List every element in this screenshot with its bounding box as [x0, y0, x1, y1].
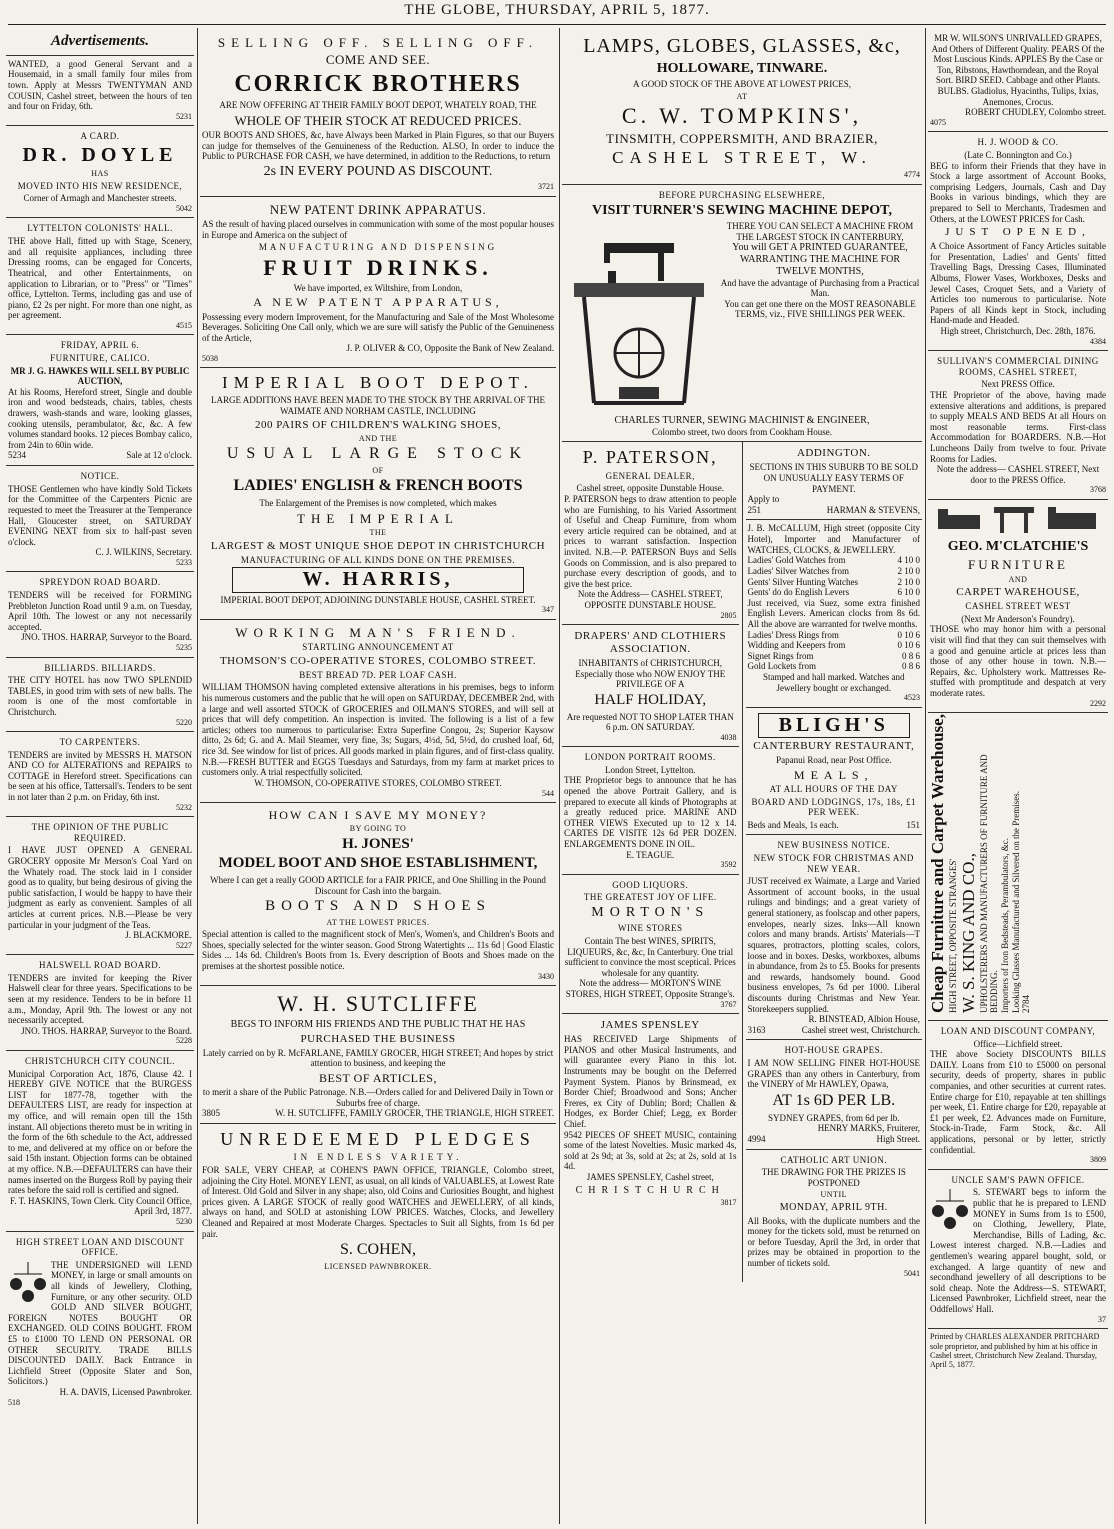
ad-subtitle: NEW STOCK FOR CHRISTMAS AND NEW YEAR.: [753, 853, 914, 874]
ad-title: NEW PATENT DRINK APPARATUS.: [269, 201, 487, 217]
ad-hawkes-auction: [6, 335, 194, 466]
ad-title: CATHOLIC ART UNION.: [780, 1154, 888, 1165]
ad-line: The Enlargement of the Premises is now completed, which makes: [259, 498, 497, 509]
ad-text: All Books, with the duplicate numbers and the money for the tickets sold, must be returned on or before Tuesday, April the 3rd, in order that prizes may be obtained in proportion to the number of tickets sold.: [747, 1215, 920, 1269]
ad-kicker: BEFORE PURCHASING ELSEWHERE,: [658, 189, 826, 200]
ad-signature: HENRY MARKS, Fruiterer,: [817, 1123, 920, 1134]
ad-headline: BOOTS AND SHOES: [265, 898, 491, 915]
printer-imprint: Printed by CHARLES ALEXANDER PRITCHARD sole proprietor, and published by him at his office in Cashel street, Christchurch New Zealand. Thursday, April 5, 1877.: [930, 1332, 1100, 1370]
ad-address: (Next Mr Anderson's Foundry).: [961, 613, 1075, 624]
ad-number: 518: [8, 1397, 20, 1407]
ad-headline: BEST OF ARTICLES,: [319, 1071, 437, 1086]
column-2: [200, 30, 556, 1522]
ad-line: CASHEL STREET WEST: [965, 601, 1071, 612]
ad-text: WANTED, a good General Servant and a Housemaid, in a small family four miles from town. Apply at Messrs TWENTYMAN AND COUSIN, Cashel street, between the hours of ten and four on Friday, 6th.: [8, 58, 192, 112]
ad-text: A Choice Assortment of Fancy Articles suitable for Presentation, Ladies' and Gents' fitted Travelling Bags, Dressing Cases, Illuminated Albums, Flower Vases, Workboxes, Desks and Jewel Cases, Croquet Sets, and a Variety of Articles too numerous to particularise. Note Papers of all Kinds kept in Stock, including Hand-made and Headed.: [930, 241, 1106, 326]
ad-number: 3767: [720, 999, 737, 1009]
ad-lead: LARGE ADDITIONS HAVE BEEN MADE TO THE STOCK BY THE ARRIVAL OF THE WAIMATE AND NORHAM CASTLE, INCLUDING: [210, 395, 546, 417]
ad-mccallum: [746, 520, 923, 707]
ad-date: FRIDAY, APRIL 6.: [60, 340, 140, 351]
ad-signature: JAMES SPENSLEY, Cashel street,: [586, 1172, 714, 1183]
ad-text: THERE YOU CAN SELECT A MACHINE FROM THE LARGEST STOCK IN CANTERBURY,: [726, 221, 914, 242]
ad-drapers: [562, 625, 739, 747]
ad-number: 4994: [747, 1133, 766, 1144]
ad-billiards: [6, 658, 194, 732]
ad-number: 5230: [176, 1217, 192, 1227]
ad-subtitle: Next PRESS Office.: [981, 379, 1055, 390]
ad-signature: W. H. SUTCLIFFE, FAMILY GROCER, THE TRIANGLE, HIGH STREET.: [275, 1108, 554, 1119]
ad-subtitle: London Street, Lyttelton.: [605, 764, 696, 775]
ad-signature: CHARLES TURNER, SEWING MACHINIST & ENGINEER,: [614, 415, 870, 427]
ad-title: W. H. SUTCLIFFE: [277, 991, 479, 1017]
ad-title: HOW CAN I SAVE MY MONEY?: [268, 807, 488, 822]
ad-address: High Street.: [876, 1133, 920, 1144]
ad-number: 5227: [176, 940, 192, 950]
ad-turner-sewing: [562, 185, 922, 443]
ad-title: H. J. WOOD & CO.: [977, 137, 1059, 148]
list-item: Widding and Keepers from 0 10 6: [747, 640, 920, 651]
ad-number: 4075: [930, 117, 946, 127]
ad-line: AND THE: [358, 433, 398, 443]
ad-text: INHABITANTS of CHRISTCHURCH, Especially those who NOW ENJOY THE PRIVILEGE OF A: [575, 657, 726, 690]
rotated-ad-block: [928, 713, 1098, 1013]
ad-imperial-boot-depot: [200, 368, 556, 619]
ad-doyle: [6, 126, 194, 218]
ad-signature: HARMAN & STEVENS,: [826, 504, 920, 515]
ad-title: WORKING MAN'S FRIEND.: [235, 624, 521, 640]
ad-halswell: [6, 955, 194, 1051]
split-columns: [562, 442, 922, 1282]
ad-address: Colombo street, two doors from Cookham House.: [652, 426, 832, 437]
ad-text: I AM NOW SELLING FINER HOT-HOUSE GRAPES than any others in Canterbury, from the VINERY of Mr HAWLEY, Opawa,: [747, 1058, 920, 1090]
ad-carpenters: [6, 732, 194, 817]
ad-line: MANUFACTURING AND DISPENSING: [258, 242, 498, 253]
price-list: [748, 555, 921, 597]
ad-line: BY GOING TO: [349, 824, 407, 834]
ad-kicker: A CARD.: [80, 131, 120, 142]
ad-number: 5041: [904, 1268, 920, 1278]
ad-number: 3805: [202, 1108, 220, 1119]
ad-title: GOOD LIQUORS.: [612, 879, 689, 890]
ad-title: LONDON PORTRAIT ROOMS.: [584, 752, 716, 763]
pawnbroker-balls-icon: [930, 1187, 970, 1233]
ad-text: Contain The best WINES, SPIRITS, LIQUEURS, &c, &c, In Canterbury. One trial sufficient to convince the most sceptical. Prices wholesale for any quantity.: [564, 936, 736, 978]
ad-text: At his Rooms, Hereford street, Single and double iron and wood bedsteads, chairs, tables, chests drawers, wash-stands and ware, looking glasses, cooking utensils, perambulator, &c, &c. A few volumes standard books. 12 pieces Bombay calico, from 24in to 60in wide.: [8, 386, 192, 450]
ad-sutcliffe: [200, 986, 556, 1124]
ad-spensley: [562, 1014, 739, 1212]
ad-text: And have the advantage of Purchasing from a Practical Man.: [720, 277, 920, 299]
list-item: Ladies' Gold Watches from 4 10 0: [747, 555, 920, 566]
ad-brand: BLIGH'S: [758, 713, 911, 739]
ad-headline: JUST OPENED,: [945, 226, 1091, 239]
ad-lead: MR J. G. HAWKES WILL SELL BY PUBLIC AUCTION,: [10, 365, 190, 387]
ad-brand: GEO. M'CLATCHIE'S: [947, 538, 1089, 554]
ad-line: MOVED INTO HIS NEW RESIDENCE,: [17, 180, 183, 191]
ad-signature: JNO. THOS. HARRAP, Surveyor to the Board.: [21, 1025, 192, 1036]
ad-cohen: [200, 1124, 556, 1277]
ad-line: LARGEST & MOST UNIQUE SHOE DEPOT IN CHRISTCHURCH: [210, 539, 546, 552]
ad-line: HAS: [91, 169, 109, 179]
ad-notice: [6, 466, 194, 572]
ad-signature: High street, Christchurch, Dec. 28th, 1876.: [940, 326, 1096, 337]
masthead-rule: [8, 24, 1106, 25]
ad-signature: W. THOMSON, CO-OPERATIVE STORES, COLOMBO STREET.: [254, 777, 502, 788]
ad-sullivan: [928, 351, 1108, 500]
ad-number: 5220: [176, 717, 192, 727]
ad-address: Cashel street, opposite Dunstable House.: [576, 483, 724, 494]
ad-brand: C. W. TOMPKINS',: [621, 103, 863, 129]
ad-number: 5234: [8, 450, 26, 461]
ad-number: 3430: [538, 971, 554, 981]
ad-number: 5235: [176, 643, 192, 653]
ad-signature: C. J. WILKINS, Secretary.: [95, 547, 192, 558]
ad-title: THE OPINION OF THE PUBLIC REQUIRED.: [31, 822, 169, 843]
column-1: [6, 30, 194, 1522]
ad-address: Note the Address— CASHEL STREET, OPPOSITE DUNSTABLE HOUSE.: [577, 589, 723, 610]
ad-text: THE above Society DISCOUNTS BILLS DAILY. Loans from £10 to £5000 on personal security, deeds of property, shares in public companies, and other securities at current rates. Entire charge for £10, repayable at ten shillings per week, £1. Entire charge for £20, repayable at £1 per week, £2. Advances made on Furniture, Stock-in-Trade, Farm Stock, &c. All applications, personal or by letter, strictly confidential.: [930, 1049, 1106, 1155]
ad-number: 2805: [720, 610, 737, 620]
sub-column-left: [562, 442, 742, 1282]
ad-text: THE Proprietor begs to announce that he has opened the above Portrait Gallery, and is prepared to execute all kinds of Photographs at a greatly reduced price. MARINE AND OTHER VIEWS Executed up to 12 x 14. CARTES DE VISITE 12s 6d PER DOZEN. ENLARGEMENTS DONE IN OIL.: [564, 775, 737, 850]
column-rule: [559, 28, 560, 1524]
ad-text: THOSE who may honor him with a personal visit will find that they can suit themselves with a good and genuine article at prices less than those of any other house in town. N.B.—Repairs, &c. Upholstery work. Mattresses Re-stuffed with promptitude and despatch at very moderate rates.: [930, 624, 1106, 698]
ad-number: 5228: [176, 1036, 192, 1046]
ad-title: ADDINGTON.: [796, 447, 871, 460]
ad-address: Note the address— MORTON'S WINE STORES, HIGH STREET, Opposite Strange's.: [565, 978, 735, 1000]
ad-brand: H. JONES': [342, 835, 414, 852]
ad-address: CHRISTCHURCH: [575, 1184, 725, 1196]
ad-opinion: [6, 817, 194, 955]
ad-text: THE DRAWING FOR THE PRIZES IS POSTPONED: [761, 1167, 906, 1188]
ad-tompkins: [562, 30, 922, 185]
ad-line: BOARD AND LODGINGS, 17s, 18s, £1 PER WEEK.: [751, 796, 916, 818]
ad-title: CANTERBURY RESTAURANT,: [753, 740, 915, 753]
ad-kicker: SELLING OFF. SELLING OFF.: [217, 35, 539, 50]
ad-lead: BEGS TO INFORM HIS FRIENDS AND THE PUBLIC THAT HE HAS: [230, 1019, 526, 1031]
ad-subtitle: HOLLOWARE, TINWARE.: [656, 60, 828, 76]
ad-text: JUST received ex Waimate, a Large and Varied Assortment of account books, in the usual rulings and bindings; and a great variety of general stationery, as foolscap and other papers, envelopes, nearly sizes. Inks—All known colors and many brands. Artists' Materials—T squares, protractors, plotting scales, colors, loose and in boxes. Desks, workboxes, albums in abundance, from 2s to £5. Books for presents and rewards, handsomely bound. Good business envelopes, 7s 6d per 1000. Liberal discounts during Christmas and New Year. Storekeepers supplied.: [747, 876, 920, 1014]
ad-title: TO CARPENTERS.: [59, 736, 141, 747]
ad-headline: MODEL BOOT AND SHOE ESTABLISHMENT,: [218, 855, 538, 872]
ad-number: 4038: [720, 732, 737, 742]
ad-text: THE UNDERSIGNED will LEND MONEY, in large or small amounts on all kinds of Jewellery, Clothing, Furniture, or any other security. OLD GOLD AND SILVER BOUGHT, FOREIGN NOTES BOUGHT OR EXCHANGED. OLD COINS BOUGHT. FROM £5 to £1000 TO LEND ON PERSONAL OR OTHER SECURITY. TRADE BILLS DISCOUNTED DAILY. Back Entrance in Lichfield Street (Opposite Slater and Son, Solicitors.): [8, 1259, 192, 1387]
ad-line: OF: [372, 465, 384, 475]
ad-signature: ROBERT CHUDLEY, Colombo street.: [965, 107, 1106, 118]
ad-headline: LADIES' ENGLISH & FRENCH BOOTS: [233, 477, 523, 495]
ad-title: LOAN AND DISCOUNT COMPANY,: [940, 1026, 1096, 1036]
ad-corrick: [200, 30, 556, 197]
ad-brand: MORTON'S: [591, 904, 710, 920]
ad-number: 3721: [538, 182, 554, 192]
ad-mclatchie: [928, 500, 1108, 713]
ad-headline: THE IMPERIAL: [297, 510, 459, 526]
ad-title: HOT-HOUSE GRAPES.: [784, 1045, 883, 1056]
ad-text: I HAVE JUST OPENED A GENERAL GROCERY opposite Mr Merson's Coal Yard on the Whately road. The stock laid in I consider good as to quality, but being desirous of giving the public satisfaction, I would be happy to have their judgment as early as convenient. Samples of all articles at current prices. N.B.—Please be very particular in your judgment of the Teas.: [8, 845, 192, 930]
ad-line: UNTIL: [820, 1190, 847, 1200]
ad-title: CHRISTCHURCH CITY COUNCIL.: [25, 1055, 175, 1066]
ad-title: LYTTELTON COLONISTS' HALL.: [27, 223, 173, 234]
ad-headline: WHOLE OF THEIR STOCK AT REDUCED PRICES.: [234, 112, 522, 128]
ad-address: HIGH STREET, OPPOSITE STRANGES': [948, 859, 959, 1013]
ad-signature: E. TEAGUE.: [626, 849, 675, 860]
ad-text: MR W. WILSON'S UNRIVALLED GRAPES, And Others of Different Quality. PEARS Of the Most Luscious Kinds. APPLES By the Case or Ton, Ribstons, Hawthorndean, and the Royal Sort. BIRD SEED. Cabbage and other Plants. BULBS. Gladiolus, Hyacinths, Tulips, Ixias, Anemones, Crocus.: [931, 33, 1105, 107]
ad-text: THE Proprietor of the above, having made extensive alterations and additions, is prepared to supply MEALS AND BEDS At all Hours on most reasonable terms. First-class Accommodation for BOARDERS. N.B.—Hot Luncheons Daily from twelve to four. Private Rooms for Ladies.: [930, 389, 1106, 464]
ad-brand: S. COHEN,: [339, 1241, 416, 1259]
column-4: [928, 30, 1108, 1522]
ad-line: Apply to: [747, 494, 780, 505]
ad-text: S. STEWART begs to inform the public that he is prepared to LEND MONEY in Sums from 1s to £500, on Clothing, Jewellery, Plate, Merchandise, Bills of Lading, &c. Lowest interest charged. N.B.—Ladies and gentlemen's wearing apparel bought, sold, or exchanged. A large quantity of new and secondhand jewellery of all descriptions to be sold cheap. Note the Address—S. STEWART, Licensed Pawnbroker, Lichfield street, near the Oddfellows' Hall.: [930, 1187, 1106, 1315]
ad-binstead: [746, 835, 923, 1040]
ad-text: Lately carried on by R. McFARLANE, FAMILY GROCER, HIGH STREET; And hopes by strict attention to business, and keeping the: [202, 1047, 554, 1069]
ad-number: 347: [542, 605, 554, 615]
ad-text: TENDERS are invited by MESSRS H. MATSON AND CO for ALTERATIONS and REPAIRS to COTTAGE in Hereford street. Specifications can be seen at his office, Tattersall's. Tenders to be sent in not later than 2 p.m. on Friday, 6th inst.: [8, 749, 192, 803]
ad-text: Special attention is called to the magnificent stock of Men's, Women's, and Children's Boots and Shoes, specially selected for the winter season. Good Strong Watertights ... 11s 6d | Good Elastic Sides ... 14s 6d. Children's Boots from 1s. Every description of Boots and Shoes made on the premises at the shortest possible notice.: [202, 929, 554, 972]
ad-number: 5231: [176, 111, 192, 121]
ad-jones: [200, 803, 556, 986]
ad-number: 2292: [1090, 698, 1106, 708]
ad-number: 5042: [176, 204, 192, 214]
ad-text: You will GET A PRINTED GUARANTEE, WARRANTING THE MACHINE FOR TWELVE MONTHS,: [732, 242, 908, 277]
ad-subtitle: (Late C. Bonnington and Co.): [964, 149, 1072, 160]
ad-headline: MEALS,: [793, 767, 874, 782]
ad-address: Corner of Armagh and Manchester streets.: [23, 193, 177, 204]
ad-teague-portraits: [562, 747, 739, 875]
ad-text: Are requested NOT TO SHOP LATER THAN 6 p.m. ON SATURDAY.: [566, 711, 734, 733]
list-item: Ladies' Silver Watches from 2 10 0: [747, 565, 920, 576]
ad-line: TINSMITH, COPPERSMITH, AND BRAZIER,: [606, 131, 878, 147]
column-rule: [925, 28, 926, 1524]
ad-lead: ARE NOW OFFERING AT THEIR FAMILY BOOT DEPOT, WHATELY ROAD, THE: [219, 99, 537, 110]
ad-headline: FRUIT DRINKS.: [263, 254, 493, 280]
section-heading: Advertisements.: [51, 33, 149, 49]
ad-subtitle: GENERAL DEALER,: [605, 470, 695, 481]
ad-subtitle: COME AND SEE.: [325, 52, 431, 68]
ad-text: Stamped and hall marked. Watches and Jewellery bought or exchanged.: [762, 672, 905, 693]
ad-text: THE above Hall, fitted up with Stage, Scenery, and all requisite appliances, including three Dressing rooms, can be engaged for Concerts, Theatrical, and other Entertainments, on application to Librarian, or to "Press" or "Times" office, Lyttelton. Terms, including gas and use of piano, £2 2s per night. For more than one night, as per agreement.: [8, 236, 192, 321]
list-item: Ladies' Dress Rings from 0 10 6: [747, 629, 920, 640]
ad-title: SULLIVAN'S COMMERCIAL DINING ROOMS, CASHEL STREET,: [937, 356, 1099, 377]
ad-headline: HALF HOLIDAY,: [594, 691, 707, 708]
advertisements-heading: [6, 30, 194, 56]
ad-line: WINE STORES: [617, 923, 683, 934]
ad-grapes: [746, 1040, 923, 1149]
ad-text: HAS RECEIVED Large Shipments of PIANOS and other Musical Instruments, and will guarantee every Piano in this lot. Instruments may be bought on the Deferred Payment System. Pianos by Brinsmead, ex Border Chief; Broadwood and Sons; Ancher Freres, ex City of Dublin; Bord; Challen & Hodges, ex Border Chief; Legg, ex Border Chief.: [564, 1034, 737, 1129]
ad-line: AT: [736, 91, 748, 101]
ad-signature: J. BLACKMORE.: [125, 930, 192, 941]
ad-signature: JNO. THOS. HARRAP, Surveyor to the Board.: [21, 632, 192, 643]
ad-line: A NEW PATENT APPARATUS,: [253, 295, 503, 310]
ad-title: BILLIARDS. BILLIARDS.: [44, 662, 156, 673]
ad-subtitle: Office—Lichfield street.: [973, 1038, 1063, 1049]
ad-address: Cashel street west, Christchurch.: [801, 1024, 920, 1035]
ad-title: IMPERIAL BOOT DEPOT.: [222, 373, 534, 393]
ad-uncle-sams: [928, 1170, 1108, 1329]
ad-text: J. B. McCALLUM, High street (opposite City Hotel), Importer and Manufacturer of WATCHES, CLOCKS, & JEWELLERY.: [747, 523, 920, 555]
sub-column-right: [742, 442, 923, 1282]
ad-headline: USUAL LARGE STOCK: [226, 445, 530, 463]
ad-title: CORRICK BROTHERS: [234, 70, 522, 97]
ad-text: Possessing every modern Improvement, for the Manufacturing and Sale of the Most Wholesome Beverages. Soliciting One Call only, which we are sure will satisfy the Public of the Genuineness of the Article,: [202, 311, 554, 343]
ad-catholic-art-union: [746, 1150, 923, 1283]
ad-line: CARPET WAREHOUSE,: [956, 586, 1080, 599]
ad-signature: J. P. OLIVER & CO, Opposite the Bank of New Zealand.: [346, 343, 554, 354]
ad-text: OUR BOOTS AND SHOES, &c, have Always been Marked in Plain Figures, so that our Buyers can judge for themselves of the Genuineness of the Reduction. ALSO, In order to induce the Public to PURCHASE FOR CASH, we have determined, in addition to the Reductions, to return: [202, 129, 554, 162]
ad-thomson: [200, 620, 556, 803]
ad-title: NEW BUSINESS NOTICE.: [777, 840, 891, 851]
column-rule: [197, 28, 198, 1524]
ad-subtitle: IN ENDLESS VARIETY.: [293, 1152, 463, 1163]
ad-number: 5232: [176, 802, 192, 812]
ad-number: 544: [542, 788, 554, 798]
ad-line: AT ALL HOURS OF THE DAY: [769, 783, 898, 794]
ad-text: THE CITY HOTEL has now TWO SPLENDID TABLES, in good trim with sets of new balls. The room is one of the most comfortable in Christchurch.: [8, 675, 192, 717]
ad-number: 151: [906, 819, 920, 830]
ad-line: PURCHASED THE BUSINESS: [300, 1032, 456, 1045]
ad-number: 37: [1098, 1314, 1106, 1324]
ad-line: UPHOLSTERERS AND MANUFACTURERS OF FURNITURE AND BEDDING.: [978, 754, 1000, 1013]
ad-text: TENDERS will be received for FORMING Prebbleton Junction Road until 9 a.m. on Tuesday, April 10th. The lowest or any not necessarily accepted.: [8, 590, 192, 632]
furniture-illustration: [930, 503, 1106, 537]
ad-number: 4384: [1090, 336, 1106, 346]
ad-address: Note the address— CASHEL STREET, Next door to the PRESS Office.: [936, 464, 1100, 485]
ad-line: LICENSED PAWNBROKER.: [324, 1262, 432, 1272]
ad-signature: R. BINSTEAD, Albion House,: [808, 1014, 920, 1025]
ad-text: Just received, via Suez, some extra finished English Levers. American clocks from 8s 6d. All the above are warranted for twelve months.: [747, 597, 920, 629]
ad-signature: H. A. DAVIS, Licensed Pawnbroker.: [59, 1387, 192, 1398]
ad-number: 4515: [176, 320, 192, 330]
ad-title: HALSWELL ROAD BOARD.: [39, 960, 161, 971]
ad-morton-wines: [562, 875, 739, 1014]
ad-paterson: [562, 442, 739, 625]
ad-line: SYDNEY GRAPES, from 6d per lb.: [768, 1112, 900, 1123]
ad-wilson-grapes: [928, 30, 1108, 132]
ad-line: BEST BREAD 7D. PER LOAF CASH.: [299, 669, 457, 680]
ad-date: MONDAY, APRIL 9TH.: [779, 1201, 888, 1213]
ad-line: 200 PAIRS OF CHILDREN'S WALKING SHOES,: [255, 418, 501, 431]
ad-line: Sale at 12 o'clock.: [126, 450, 192, 461]
ad-wanted: [6, 56, 194, 126]
ad-title: Cheap Furniture and Carpet Warehouse,: [928, 714, 947, 1013]
list-item: Gents' Silver Hunting Watches 2 10 0: [747, 576, 920, 587]
ad-number: 2784: [1021, 995, 1032, 1013]
ad-text: FOR SALE, VERY CHEAP, at COHEN'S PAWN OFFICE, TRIANGLE, Colombo street, adjoining the City Hotel. MONEY LENT, as usual, on all kinds of VALUABLES, at Lowest Rate of Interest. Old Gold and Silver in any shape; also, old Coins and Curiosities Bought, and highest prices given. A LARGE STOCK of really good WATCHES and JEWELLERY, of all kinds, always on hand, and SOLD at astonishing LOW PRICES. Watches, Clocks, and Jewellery Cleaned and Repaired at most Moderate Charges. Spectacles to Suit all Sights, from 1s 6d per pair.: [202, 1164, 554, 1239]
ad-number: 4523: [904, 693, 920, 703]
ad-number: 3817: [720, 1198, 737, 1208]
ad-loan-discount-company: [928, 1021, 1108, 1170]
ad-city-council: [6, 1051, 194, 1232]
ad-line: Beds and Meals, 1s each.: [747, 819, 839, 830]
ad-bligh: [746, 708, 923, 836]
ad-text: WILLIAM THOMSON having completed extensive alterations in his premises, begs to inform his numerous customers and the public that he will open on SATURDAY, DECEMBER 2nd, with a large and well assorted STOCK of GROCERIES and OILMAN'S STORES, and will sell at prices that will defy competition. An inspection is invited. The following is a list of a few articles; others too numerous to particularise: Extra Superfine Congou, 2s; Superior Kaysow ditto, 2s 6d; G. and A. Mail Steamer, very fine, 3s; Sugars, 4½d, 5d, 5½d, do crushed loaf, 6d, rice 3d. See window for list of prices. All goods marked in plain figures, and of first-class quality. N.B.—FRESH BUTTER and EGGS Tuesdays and Saturdays, from my farm at market prices to customers only. A trial respectfully solicited.: [202, 682, 554, 778]
ad-subtitle: THE GREATEST JOY OF LIFE.: [583, 892, 717, 903]
ad-subtitle: FURNITURE, CALICO.: [50, 353, 150, 363]
ad-text: to merit a share of the Public Patronage. N.B.—Orders called for and Delivered Daily in Town or Suburbs free of charge.: [202, 1087, 554, 1108]
ad-number: 5038: [202, 354, 218, 363]
ad-title: UNCLE SAM'S PAWN OFFICE.: [951, 1174, 1085, 1185]
price-list: [748, 630, 921, 672]
list-item: Gold Lockets from 0 8 6: [747, 661, 920, 672]
ad-line: THOMSON'S CO-OPERATIVE STORES, COLOMBO STREET.: [219, 654, 537, 667]
ad-number: 5233: [176, 557, 192, 567]
column-3: [562, 30, 922, 1522]
ad-signature: F. T. HASKINS, Town Clerk. City Council Office, April 3rd, 1877.: [10, 1195, 192, 1217]
ad-line: AND: [1008, 574, 1028, 584]
ad-address: IMPERIAL BOOT DEPOT, ADJOINING DUNSTABLE HOUSE, CASHEL STREET.: [220, 594, 536, 605]
ad-king-vertical: [928, 713, 1108, 1021]
ad-text: BEG to inform their Friends that they have in Stock a large assortment of Account Books, comprising Ledgers, Journals, Cash and Day Books in various bindings, which they are prepared to Sell to Merchants, Tradesmen and Others, at the LOWEST PRICES for Cash.: [930, 160, 1106, 224]
ad-line: STARTLING ANNOUNCEMENT AT: [302, 642, 454, 653]
ad-number: 3592: [720, 860, 737, 870]
ad-brand: W. HARRIS,: [232, 567, 524, 593]
ad-text: Municipal Corporation Act, 1876, Clause 42. I HEREBY GIVE NOTICE that the BURGESS LIST for 1877-78, together with the DEFAULTERS LIST, are ready for inspection at my office, and will remain open till the 15th instant. All objections thereto must be in writing in the form of the 6th schedule to the Act, addressed to me, and delivered at my office on or before the said 15th instant. Objection forms can be obtained at my office. N.B.—DEFAULTERS can have their names inserted on the Burgess Roll by paying their rates before the said roll is certified and signed.: [8, 1068, 192, 1196]
list-item: Signet Rings from 0 8 6: [747, 650, 920, 661]
ad-text: THOSE Gentlemen who have kindly Sold Tickets for the Committee of the Carpenters Picnic are requested to meet the Treasurer at the Temperance Hall, Gloucester street, on SATURDAY EVENING NEXT from six to half-past seven o'clock.: [8, 483, 192, 547]
ad-text: You can get one there on the MOST REASONABLE TERMS, viz., FIVE SHILLINGS PER WEEK.: [724, 298, 916, 320]
ad-title: P. PATERSON,: [582, 447, 718, 468]
ad-line: Importers of Iron Bedsteads, Perambulators, &c.: [999, 838, 1010, 1013]
ad-drink-apparatus: [200, 197, 556, 369]
list-item: Gents' do do English Levers 6 10 0: [747, 587, 920, 598]
ad-spreydon: [6, 572, 194, 657]
ad-loan-office: [6, 1232, 194, 1412]
ad-line: AT THE LOWEST PRICES.: [326, 917, 430, 927]
masthead: THE GLOBE, THURSDAY, APRIL 5, 1877.: [404, 2, 710, 18]
ad-headline: CASHEL STREET, W.: [612, 148, 872, 168]
ad-line: Where I can get a really GOOD ARTICLE for a FAIR PRICE, and One Shilling in the Pound Discount for Cash into the bargain.: [210, 874, 546, 896]
ad-number: 251: [747, 504, 761, 515]
ad-title: JAMES SPENSLEY: [600, 1019, 700, 1032]
ad-brand: W. S. KING AND CO.,: [958, 853, 978, 1013]
ad-lyttelton-hall: [6, 218, 194, 335]
sewing-machine-illustration: [564, 223, 714, 413]
ad-line: MANUFACTURING OF ALL KINDS DONE ON THE PREMISES.: [240, 554, 516, 565]
ad-title: HIGH STREET LOAN AND DISCOUNT OFFICE.: [15, 1236, 185, 1258]
ad-line: THE: [369, 528, 387, 538]
ad-number: 3768: [1090, 485, 1106, 495]
ad-title: UNREDEEMED PLEDGES: [220, 1129, 536, 1150]
ad-title: LAMPS, GLOBES, GLASSES, &c,: [583, 35, 901, 57]
ad-text: TENDERS are invited for keeping the River Halswell clear for three years. Specifications to be seen at my residence. Tenders to be in before 11 a.m., Monday, April 9th. The lowest or any not necessarily accepted.: [8, 972, 192, 1026]
ad-wood: [928, 132, 1108, 351]
ad-title: SPREYDON ROAD BOARD.: [39, 577, 161, 588]
ad-title: DR. DOYLE: [22, 143, 178, 166]
ad-number: 4774: [904, 170, 920, 180]
ad-text: P. PATERSON begs to draw attention to people who are Furnishing, to his Varied Assortment of Useful and Cheap Furniture, from whom every article required can be obtained, and at prices to warrant satisfaction. Inspection invited. N.B.—P. PATERSON Buys and Sells Goods on Commission, and is also prepared to purchase every description of goods, and to give the best price.: [564, 493, 737, 589]
ad-address: Papanui Road, near Post Office.: [776, 755, 892, 766]
pawnbroker-balls-icon: [8, 1260, 48, 1306]
ad-line: We have imported, ex Wiltshire, from London,: [293, 282, 463, 293]
ad-line: Looking Glasses Manufactured and Silvered on the Premises.: [1010, 791, 1021, 1013]
ad-number: 3163: [747, 1024, 766, 1035]
ad-text: 9542 PIECES OF SHEET MUSIC, containing some of the latest Novelties. Music marked 4s, sold at 2s 9d; at 3s, sold at 2s; at 2s, sold at 1s 4d.: [564, 1129, 737, 1172]
ad-title: NOTICE.: [80, 471, 120, 482]
ad-title: VISIT TURNER'S SEWING MACHINE DEPOT,: [592, 202, 892, 218]
ad-headline: 2s IN EVERY POUND AS DISCOUNT.: [263, 163, 493, 179]
ad-addington: [746, 442, 923, 520]
ad-text: AS the result of having placed ourselves in communication with some of the most popular houses in Europe and America on the subject of: [202, 219, 554, 240]
ad-headline: AT 1s 6D PER LB.: [772, 1091, 896, 1109]
ad-title: DRAPERS' AND CLOTHIERS ASSOCIATION.: [574, 630, 727, 656]
ad-headline: FURNITURE: [968, 557, 1068, 573]
ad-text: SECTIONS IN THIS SUBURB TO BE SOLD ON UNUSUALLY EASY TERMS OF PAYMENT.: [749, 462, 919, 494]
ad-line: A GOOD STOCK OF THE ABOVE AT LOWEST PRICES,: [632, 79, 852, 90]
ad-number: 3809: [1090, 1155, 1106, 1165]
